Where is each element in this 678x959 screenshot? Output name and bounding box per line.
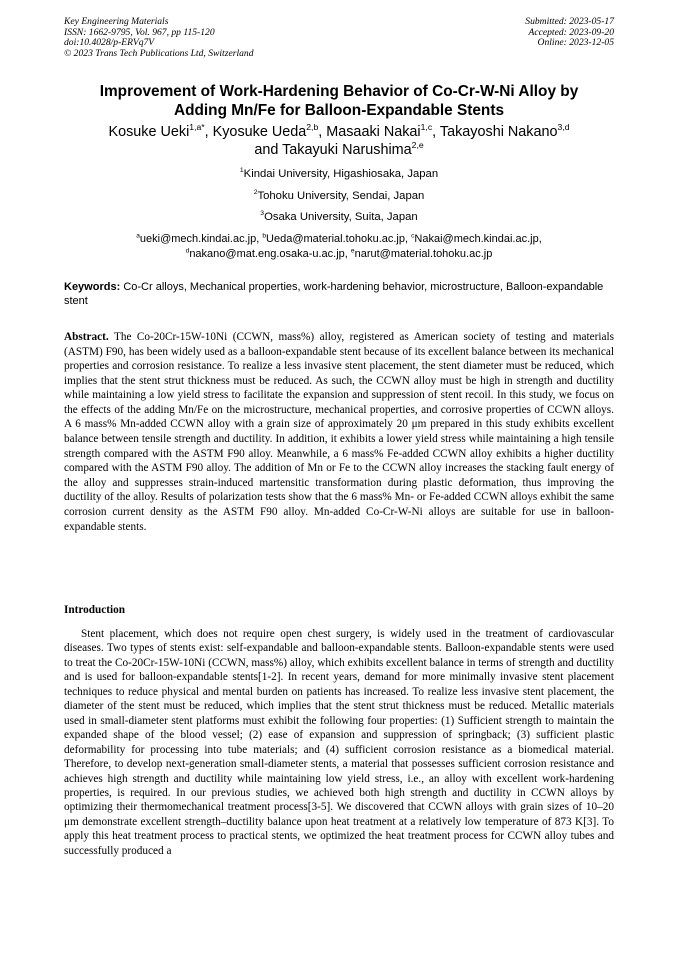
journal-doi: doi:10.4028/p-ERVq7V xyxy=(64,37,155,49)
online-date: Online: 2023-12-05 xyxy=(537,37,614,49)
email-marker: b xyxy=(262,232,267,240)
author-name: Kosuke Ueki xyxy=(108,124,190,140)
author-affiliation-marker: 1,a* xyxy=(189,122,205,133)
section-heading-introduction: Introduction xyxy=(64,604,126,616)
author-list xyxy=(40,124,638,159)
email-marker: e xyxy=(350,246,355,254)
affiliation-marker: 2 xyxy=(253,189,258,197)
affiliation-1 xyxy=(40,168,638,181)
author-line-1 xyxy=(40,124,638,142)
author-affiliation-marker: 3,d xyxy=(557,122,570,133)
author-affiliation-marker: 2,b xyxy=(306,122,319,133)
email-marker: c xyxy=(411,232,415,240)
author-affiliation-marker: 2,e xyxy=(411,139,424,150)
title-line-1: Improvement of Work-Hardening Behavior of Co-Cr-W-Ni Alloy by xyxy=(99,83,579,100)
affiliation-text: Kindai University, Higashiosaka, Japan xyxy=(243,168,439,180)
affiliation-2 xyxy=(40,190,638,203)
author-name: Kyosuke Ueda xyxy=(212,124,307,140)
paper-title xyxy=(40,82,638,120)
journal-info xyxy=(64,17,254,59)
keywords-label: Keywords: xyxy=(64,281,121,293)
author-name: Takayoshi Nakano xyxy=(439,124,558,140)
email-address[interactable]: Nakai@mech.kindai.ac.jp xyxy=(414,233,539,245)
author-name: Masaaki Nakai xyxy=(326,124,421,140)
journal-issn: ISSN: 1662-9795, Vol. 967, pp 115-120 xyxy=(64,26,215,38)
email-marker: a xyxy=(136,232,140,240)
email-marker: d xyxy=(185,246,190,254)
email-line-1: $^a$ueki@mech.kindai.ac.jp, $^b$Ueda@material.tohoku.ac.jp, $^c$Nakai@mech.kindai.ac.jp, xyxy=(136,232,542,245)
keywords-text: Co-Cr alloys, Mechanical properties, work-hardening behavior, microstructure, Balloon-expandable stent xyxy=(64,281,604,307)
email-line-2: $^d$nakano@mat.eng.osaka-u.ac.jp, $^e$narut@material.tohoku.ac.jp xyxy=(185,246,493,260)
affiliation-text: Tohoku University, Sendai, Japan xyxy=(257,190,425,202)
author-separator: , xyxy=(204,124,213,140)
journal-name: Key Engineering Materials xyxy=(64,16,169,27)
affiliation-text: Osaka University, Suita, Japan xyxy=(264,211,418,223)
affiliation-marker: 1 xyxy=(239,167,244,175)
abstract-text: The Co-20Cr-15W-10Ni (CCWN, mass%) alloy, registered as American society of testing and materials (ASTM) F90, has been widely used as a balloon-expandable stent because of its excellent balance between its mechanical properties and corrosion resistance. To realize a less invasive stent placement, the stent diameter must be reduced, which implies that the stent strut thickness must be reduced. As such, the CCWN alloy must be high in strength and ductility while maintaining a low yield stress to facilitate the expansion and suppression of stent recoil. In this study, we focus on the effects of the adding Mn/Fe on the microstructure, mechanical properties, and corrosive properties of CCWN alloys. A 6 mass% Mn-added CCWN alloy with a grain size of approximately 20 μm prepared in this study exhibits excellent balance between tensile strength and ductility. In addition, it exhibits a lower yield stress while maintaining a high tensile strength compared with the ASTM F90 alloy. Meanwhile, a 6 mass% Fe-added CCWN alloy exhibits a higher ductility compared with the ASTM F90 alloy. The addition of Mn or Fe to the CCWN alloy increases the stacking fault energy of the alloy and suppresses strain-induced martensitic transformation during plastic deformation, thus improving the ductility of the alloy. Results of polarization tests show that the 6 mass% Mn- or Fe-added CCWN alloys exhibit the same corrosion current density as the ASTM F90 alloy. Mn-added Co-Cr-W-Ni alloys are suitable for use in balloon-expandable stents. xyxy=(64,331,614,533)
email-address[interactable]: Ueda@material.tohoku.ac.jp xyxy=(266,233,405,245)
author-affiliation-marker: 1,c xyxy=(420,122,433,133)
author-line-2 xyxy=(40,139,638,160)
author-separator: and xyxy=(254,141,283,158)
submitted-date: Submitted: 2023-05-17 xyxy=(525,16,614,27)
email-address[interactable]: ueki@mech.kindai.ac.jp xyxy=(139,233,257,245)
accepted-date: Accepted: 2023-09-20 xyxy=(528,26,614,38)
author-separator: , xyxy=(432,124,440,140)
author-emails xyxy=(40,232,638,261)
affiliation-3 xyxy=(40,211,638,224)
abstract-label: Abstract. xyxy=(64,331,109,343)
affiliation-marker: 3 xyxy=(260,210,265,218)
author-separator: , xyxy=(318,124,327,140)
keywords xyxy=(64,281,614,308)
publication-dates xyxy=(525,17,614,49)
abstract xyxy=(64,330,614,534)
introduction-body: Stent placement, which does not require open chest surgery, is widely used in the treatment of cardiovascular diseases. Two types of stents exist: self-expandable and balloon-expandable stents. Balloon-expandable stents were used to treat the Co-20Cr-15W-10Ni (CCWN, mass%) alloy, which exhibits excellent balance in terms of strength and ductility and is used for balloon-expandable stents[1-2]. In recent years, demand for more minimally invasive stent placement techniques to reduce physical and mental burden on patients has increased. To realize less invasive stent placement, the diameter of the stent must be reduced, which implies that the stent strut thickness must be reduced. Metallic materials used in small-diameter stent platforms must exhibit the following four properties: (1) Sufficient strength to maintain the expanded shape of the blood vessel; (2) ease of expansion and suppression of springback; (3) sufficient plastic deformability for processing into tube materials; and (4) sufficient corrosion resistance as a biomedical material. Therefore, to develop next-generation small-diameter stents, a material that possesses sufficient corrosion resistance and achieves high strength and ductility while maintaining low yield stress, i.e., an alloy with excellent work-hardening properties, is required. In our previous studies, we achieved both high strength and ductility in CCWN alloys by optimizing their thermomechanical treatment process[3-5]. We discovered that CCWN alloys with grain sizes of 10–20 μm demonstrate excellent strength–ductility balance upon heat treatment at a relatively low temperature of 873 K[3]. To apply this heat treatment process to practical stents, we optimized the heat treatment process for CCWN alloy tubes and successfully produced a xyxy=(64,628,614,857)
email-address[interactable]: nakano@mat.eng.osaka-u.ac.jp xyxy=(189,247,345,260)
email-address[interactable]: narut@material.tohoku.ac.jp xyxy=(354,247,493,260)
author-name: Takayuki Narushima xyxy=(282,141,412,158)
title-line-2: Adding Mn/Fe for Balloon-Expandable Stents xyxy=(173,102,505,119)
journal-copyright: © 2023 Trans Tech Publications Ltd, Switzerland xyxy=(64,47,254,59)
